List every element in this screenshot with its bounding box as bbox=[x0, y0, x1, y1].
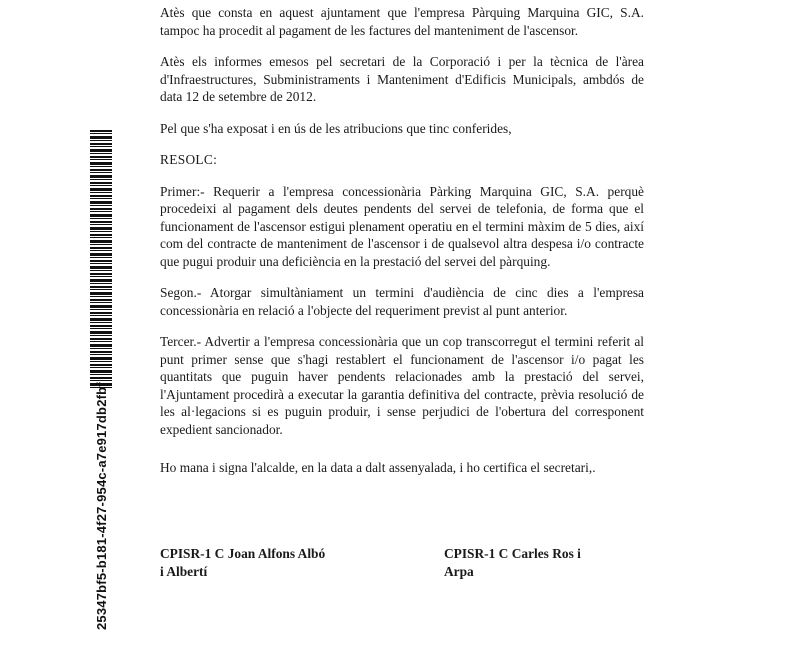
barcode bbox=[90, 130, 112, 390]
signature-mayor bbox=[160, 545, 325, 581]
signature-mayor-line1: CPISR-1 C Joan Alfons Albó bbox=[160, 546, 326, 561]
signature-secretary bbox=[444, 545, 581, 581]
paragraph-informes: Atès els informes emesos pel secretari de la Corporació i per la tècnica de l'àrea d'Infraestructures, Subministraments i Manteniment d'Edificis Municipals, ambdós de data 12 de setembre de 2012. bbox=[160, 54, 644, 104]
closing-statement: Ho mana i signa l'alcalde, en la data a dalt assenyalada, i ho certifica el secretari,. bbox=[160, 460, 596, 475]
document-verification-strip bbox=[90, 130, 118, 630]
paragraph-segon: Segon.- Atorgar simultàniament un termini d'audiència de cinc dies a l'empresa concessionària en relació a l'objecte del requeriment previst al punt anterior. bbox=[160, 285, 644, 318]
signature-secretary-line1: CPISR-1 C Carles Ros i bbox=[444, 546, 581, 561]
paragraph-atribucions: Pel que s'ha exposat i en ús de les atribucions que tinc conferides, bbox=[160, 120, 512, 136]
document-body bbox=[160, 4, 644, 452]
paragraph-tercer: Tercer.- Advertir a l'empresa concessionària que un cop transcorregut el termini referit al punt primer sense que s'hagi restablert el funcionament de l'ascensor i/o pagat les quantitats que puguin haver pendents relacionades amb la prestació del servei, l'Ajuntament procedirà a executar la garantia definitiva del contracte, prèvia resolució de les al·legacions si es puguin produir, i sense perjudici de l'obertura del corresponent expedient sancionador. bbox=[160, 334, 644, 437]
paragraph-consta: Atès que consta en aquest ajuntament que l'empresa Pàrquing Marquina GIC, S.A. tampoc ha procedit al pagament de les factures del manteniment de l'ascensor. bbox=[160, 5, 644, 38]
signature-secretary-line2: Arpa bbox=[444, 564, 474, 579]
verification-code: 25347bf5-b181-4f27-954c-a7e917db2fbf bbox=[94, 382, 109, 630]
resolc-heading: RESOLC: bbox=[160, 152, 218, 167]
signature-mayor-line2: i Albertí bbox=[160, 564, 208, 579]
paragraph-primer: Primer:- Requerir a l'empresa concessionària Pàrking Marquina GIC, S.A. perquè procedeixi al pagament dels deutes pendents del servei de telefonia, de forma que el funcionament de l'ascensor estigui plenament operatiu en el termini màxim de 5 dies, així com del contracte de manteniment de l'ascensor i de qualsevol altra despesa i/o contracte que pugui produir una deficiència en la prestació del servei del pàrquing. bbox=[160, 183, 644, 269]
